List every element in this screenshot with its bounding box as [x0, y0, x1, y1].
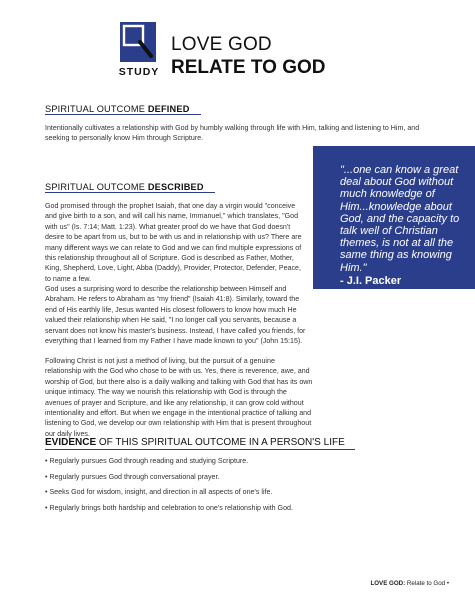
study-logo [120, 22, 156, 62]
quote-text: "...one can know a great deal about God without much knowledge of Him...knowledge about God, and the capacity to talk well of Christian themes, is not at all the same thing as knowing Him." [340, 164, 460, 274]
page-footer: LOVE GOD: Relate to God • [370, 580, 449, 587]
described-heading: SPIRITUAL OUTCOME DESCRIBED [45, 182, 204, 192]
evidence-bullet: • Regularly pursues God through conversational prayer. [45, 473, 220, 481]
evidence-heading: EVIDENCE OF THIS SPIRITUAL OUTCOME IN A PERSON'S LIFE [45, 437, 345, 448]
evidence-bullet: • Regularly pursues God through reading and studying Scripture. [45, 457, 249, 465]
evidence-bullet: • Regularly brings both hardship and celebration to one's relationship with God. [45, 504, 293, 512]
page-title-line2: RELATE TO GOD [171, 57, 326, 78]
magnifying-glass-icon [120, 22, 156, 62]
defined-rule [45, 114, 201, 115]
defined-heading: SPIRITUAL OUTCOME DEFINED [45, 104, 190, 114]
described-paragraph-1: God promised through the prophet Isaiah, that one day a virgin would "conceive and give birth to a son, and will call his name, Immanuel," which translates, "God with us" (Is. 7:14; Matt. 1:23). What greater proof do we have that God doesn't desire to be apart from us, but to be with us and in relationship with us? There are many different ways we can relate to God and we can find multiple expressions of this relationship throughout all of Scripture. God is described as Father, Mother, King, Shepherd, Love, Light, Abba (Daddy), Provider, Protector, Defender, Peace, to name a few. [45, 202, 302, 283]
page-title-line1: LOVE GOD [171, 34, 272, 55]
quote-author: - J.I. Packer [340, 274, 402, 287]
evidence-bullet: • Seeks God for wisdom, insight, and direction in all aspects of one's life. [45, 488, 273, 496]
defined-body: Intentionally cultivates a relationship with God by humbly walking through life with Him, talking and listening to Him, and seeking to personally know Him through Scripture. [45, 124, 420, 143]
logo-word: STUDY [118, 66, 160, 78]
described-paragraph-2: God uses a surprising word to describe the relationship between Himself and Abraham. He refers to Abraham as “my friend” (Isaiah 41:8). Similarly, toward the end of His earthly life, Jesus wanted His closest followers to know how much He valued their relationship when He said, "I no longer call you servants, because a servant does not know his master's business. Instead, I have called you friends, for everything that I learned from my Father I have made known to you" (John 15:15). [45, 285, 306, 346]
described-rule [45, 192, 215, 193]
described-paragraph-3: Following Christ is not just a method of living, but the pursuit of a genuine relationship with the God who chose to be with us. Yes, there is reverence, awe, and worship of God, but there also is a daily walking and talking with God that has its own unique intimacy. The way we nourish this relationship with God is through the avenues of prayer and Scripture, and like any relationship, it can grow cold without intentionality and effort. But when we engage in the intentional practice of talking and listening to God, we develop our own relationship with Him that is present throughout our daily lives. [45, 357, 313, 438]
evidence-rule [45, 449, 355, 450]
pull-quote [313, 146, 475, 289]
